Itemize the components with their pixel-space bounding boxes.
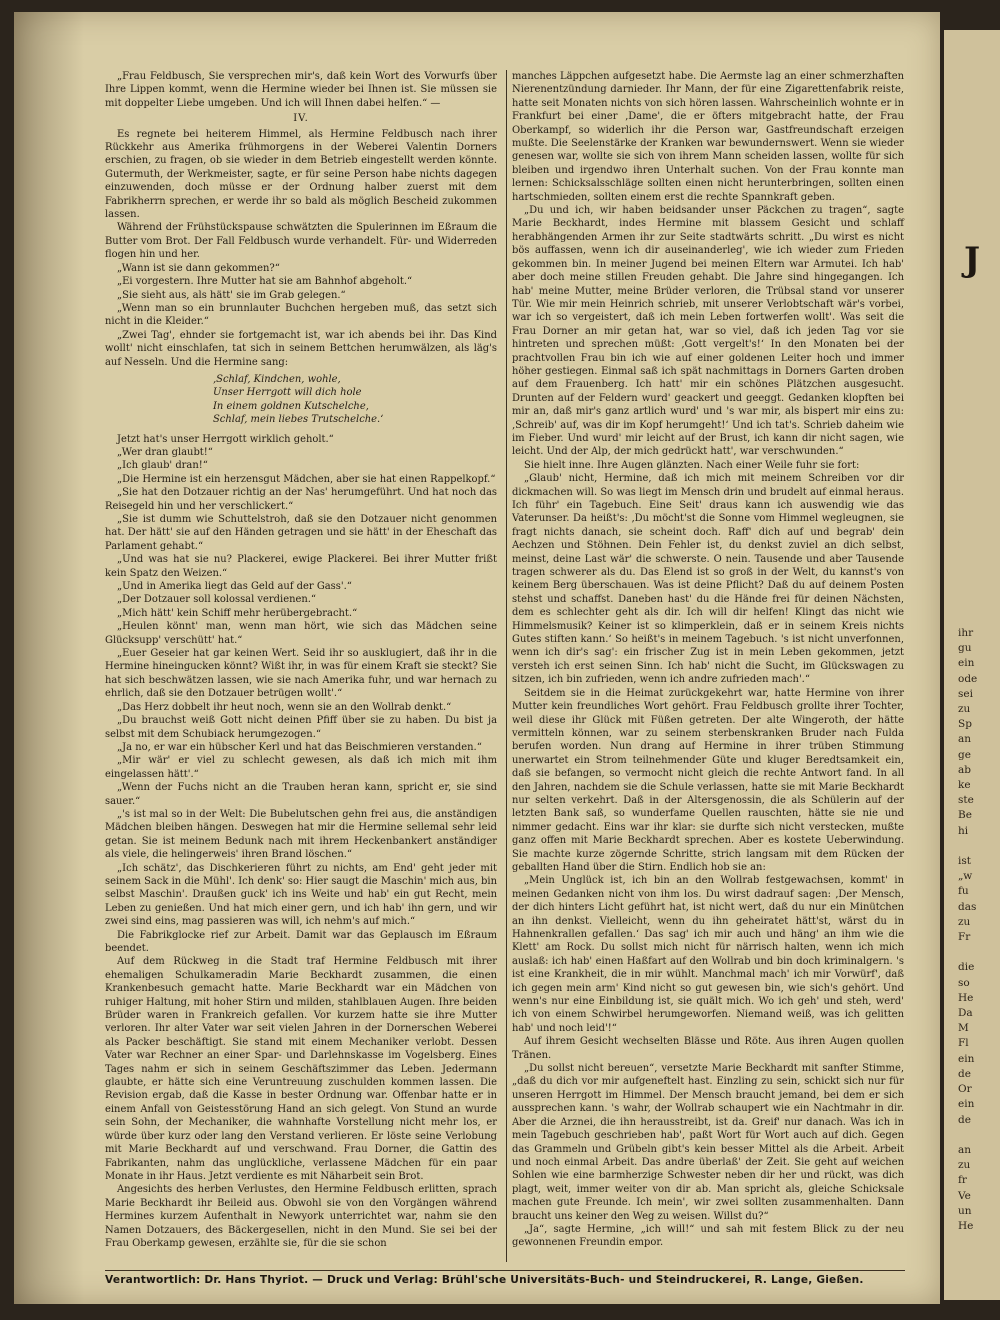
adjacent-text-fragment: ist [958,855,971,868]
left-column [105,70,497,1250]
paragraph: „Das Herz dobbelt ihr heut noch, wenn sie an den Wollrab denkt.“ [117,701,452,713]
adjacent-text-fragment: He [958,991,974,1004]
adjacent-text-fragment: ab [958,763,971,776]
adjacent-page-text-fragments [944,626,977,1234]
adjacent-text-fragment: de [958,1067,971,1080]
lullaby-verse [105,373,497,427]
chapter-heading: IV. [293,113,309,125]
adjacent-text-fragment: fu [958,885,969,898]
adjacent-page-heading-fragment: J [964,240,981,280]
column-divider [506,70,507,1262]
verse-line: Schlaf, mein liebes Trutschelche.‘ [213,414,384,426]
paragraph: „Euer Geseier hat gar keinen Wert. Seid ihr so ausklugiert, daß ihr in die Hermine hineingucken könnt? Wißt ihr, in was für einem Kraft sie steckt? Sie hat sich beschwätzen lassen, wie sie nach Amerika fuhr, und war hernach zu ehrlich, daß sie den Dotzauer betrügen wollt'.“ [105,648,497,700]
adjacent-text-fragment: He [958,1219,974,1232]
adjacent-text-fragment: Sp [958,718,972,731]
adjacent-text-fragment: zu [958,703,971,716]
paragraph: „Frau Feldbusch, Sie versprechen mir's, daß kein Wort des Vorwurfs über Ihre Lippen kommt, wenn die Hermine wieder bei Ihnen ist. Sie müssen sie mit doppelter Liebe umgeben. Und ich will Ihnen dabei helfen.“ — [105,71,497,109]
paragraph: „Sie sieht aus, als hätt' sie im Grab gelegen.“ [117,289,346,301]
adjacent-text-fragment: Or [958,1083,972,1096]
adjacent-text-fragment: hi [958,824,969,837]
adjacent-text-fragment: Da [958,1007,973,1020]
paragraph: Jetzt hat's unser Herrgott wirklich geholt.“ [117,433,334,445]
adjacent-text-fragment: „w [958,870,973,883]
adjacent-text-fragment: an [958,1143,972,1156]
paragraph: „Und was hat sie nu? Plackerei, ewige Plackerei. Bei ihrer Mutter frißt kein Spatz den Weizen.“ [105,554,497,579]
binding-shadow [14,12,84,1304]
paragraph: „Der Dotzauer soll kolossal verdienen.“ [117,594,317,606]
right-column [512,70,904,1250]
adjacent-text-fragment [944,839,977,854]
paragraph: „Ei vorgestern. Ihre Mutter hat sie am Bahnhof abgeholt.“ [117,276,413,288]
adjacent-text-fragment: M [958,1022,969,1035]
paragraph: Auf ihrem Gesicht wechselten Blässe und Röte. Aus ihren Augen quollen Tränen. [512,1036,904,1061]
adjacent-text-fragment [944,945,977,960]
paragraph: „Wenn man so ein brunnlauter Buchchen hergeben muß, das setzt sich nicht in die Kleider.“ [105,302,497,328]
paragraph: „Ich glaub' dran!“ [117,460,208,472]
paragraph: Es regnete bei heiterem Himmel, als Hermine Feldbusch nach ihrer Rückkehr aus Amerika frühmorgens in der Weberei Valentin Dorners erschien, zu fragen, ob sie wieder in dem Betrieb eingestellt werden könnte. Gutermuth, der Werkmeister, sagte, er für seine Person habe nichts dagegen einzuwenden, doch müsse er der Ordnung halber zuerst mit dem Fabrikherrn sprechen, er werde ihr so bald als möglich Bescheid zukommen lassen. [105,128,497,221]
paragraph: „Du brauchst weiß Gott nicht deinen Pfiff über sie zu haben. Du bist ja selbst mit dem Schubiack herumgezogen.“ [105,715,497,740]
adjacent-text-fragment: ke [958,779,971,792]
paragraph: Seitdem sie in die Heimat zurückgekehrt war, hatte Hermine von ihrer Mutter kein freundliches Wort gehört. Frau Feldbusch grollte ihrer Tochter, weil diese ihr Glück mit Füßen getreten. Der alte Wingeroth, der hätte vermitteln können, war zu seinem sterbenskranken Bruder nach Fulda berufen worden. Nun drang auf Hermine in ihrer trüben Stimmung unerwartet ein Strom teilnehmender Güte und kluger Beredtsamkeit ein, daß sie befangen, so vermocht nicht gleich die rechte Antwort fand. In all den Jahren, nachdem sie die Schule verlassen, hatte sie mit Marie Beckhardt nur selten verkehrt. Daß in der Altersgenossin, die als Schülerin auf der letzten Bank saß, so wunderfame Quellen rauschten, hätte sie nie und nimmer gedacht. Eins war ihr klar: sie durfte sich nicht verstecken, mußte ganz offen mit Marie Beckhardt sprechen. Aber es kostete Ueberwindung. Sie machte kurze zögernde Schritte, strich langsam mit dem Rücken der geballten Hand über die Stirn. Endlich hob sie an: [512,687,904,873]
paragraph: Die Fabrikglocke rief zur Arbeit. Damit war das Geplausch im Eßraum beendet. [105,929,497,954]
paragraph: „Ich schätz', das Dischkerieren führt zu nichts, am End' geht jeder mit seinem Sack in die Mühl'. Ich denk' so: Hier saugt die Maschin' mich aus, bin selbst Maschin'. Draußen guck' ich ins Weite und hab' ein gut Recht, mein Leben zu genießen. Und hat mich einer gern, und ich hab' ihn gern, und wir zwei sind eins, mag passieren was will, ich nehm's auf mich.“ [105,862,497,928]
adjacent-text-fragment: ge [958,748,971,761]
adjacent-text-fragment: zu [958,915,971,928]
paragraph: Sie hielt inne. Ihre Augen glänzten. Nach einer Weile fuhr sie fort: [524,459,860,471]
verse-line: Unser Herrgott will dich hole [213,387,362,399]
adjacent-text-fragment: das [958,900,977,913]
adjacent-text-fragment: un [958,1204,972,1217]
adjacent-text-fragment: de [958,1113,971,1126]
adjacent-text-fragment: ein [958,1098,975,1111]
paragraph: „Wer dran glaubt!“ [117,446,213,458]
adjacent-text-fragment: Ve [958,1189,971,1202]
adjacent-text-fragment: Fr [958,931,971,944]
footer-rule [105,1270,905,1271]
adjacent-text-fragment: fr [958,1174,967,1187]
paragraph: Während der Frühstückspause schwätzten die Spulerinnen im Eßraum die Butter vom Brot. Der Fall Feldbusch wurde verhandelt. Für- und Widerreden flogen hin und her. [105,222,497,261]
verse-line: ‚Schlaf, Kindchen, wohle, [213,373,341,385]
adjacent-text-fragment: zu [958,1159,971,1172]
adjacent-text-fragment: ste [958,794,974,807]
paragraph: „Und in Amerika liegt das Geld auf der Gass'.“ [117,581,352,593]
paragraph: „'s ist mal so in der Welt: Die Bubelutschen gehn frei aus, die anständigen Mädchen bleiben hängen. Deswegen hat mir die Hermine sellemal sehr leid getan. Sie ist meinem Bedunk nach mit ihrem Heckenbankert anständiger als viele, die helingerweis' ihren Brand löschen.“ [105,808,497,861]
adjacent-text-fragment: Fl [958,1037,969,1050]
paragraph: Angesichts des herben Verlustes, den Hermine Feldbusch erlitten, sprach Marie Beckhardt ihr Beileid aus. Obwohl sie von den Vorgängen während Hermines kurzem Aufenthalt in Newyork unterrichtet war, nahm sie den Namen Dotzauers, des Bäckergesellen, nicht in den Mund. Sie sei bei der Frau Oberkamp gewesen, erzählte sie, für die sie schon [105,1184,497,1249]
imprint-footer: Verantwortlich: Dr. Hans Thyriot. — Druck und Verlag: Brühl'sche Universitäts-Buch- und Steindruckerei, R. Lange, Gießen. [105,1274,864,1286]
adjacent-text-fragment: ihr [958,627,974,639]
paragraph: manches Läppchen aufgesetzt habe. Die Aermste lag an einer schmerzhaften Nierenentzündung darnieder. Ihr Mann, der für eine Zigarettenfabrik reiste, hatte seit Monaten nichts von sich hören lassen. Wahrscheinlich wohnte er in Frankfurt bei einer ‚Dame', die er öfters mitgebracht hatte, der Frau Oberkampf, so widerlich ihr die Person war, Gastfreundschaft erzeigen mußte. Die Seelenstärke der Kranken war bewundernswert. Wenn sie wieder genesen war, wollte sie sich von ihrem Mann scheiden lassen, wollte für sich bleiben und irgendwo ihren Unterhalt suchen. Von der Frau konnte man lernen: Schicksalsschläge sollten einen nicht herunterbringen, sollten einen hartschmieden, sollten einem erst die rechte Spannkraft geben. [512,71,904,203]
paragraph: „Ja no, er war ein hübscher Kerl und hat das Beischmieren verstanden.“ [117,741,482,753]
paragraph: „Mich hätt' kein Schiff mehr herübergebracht.“ [117,607,358,619]
adjacent-page-edge [944,30,1000,1300]
adjacent-text-fragment: sei [958,687,973,700]
paragraph: „Du und ich, wir haben beidsander unser Päckchen zu tragen“, sagte Marie Beckhardt, indes Hermine mit blassem Gesicht und schlaff herabhängenden Armen ihr zur Seite stadtwärts schritt. „Du wirst es nicht bös auffassen, wenn ich dir auseinanderleg', wie ich wieder zum Frieden gekommen bin. In meiner Jugend bei meinen Eltern war Armutei. Ich hab' aber doch meine stillen Freuden gehabt. Die Jahre sind hingegangen. Ich hab' meine Mutter, meine Brüder verloren, die Trübsal stand vor unserer Tür. Wie mir mein Heinrich schrieb, mit unserer Verlobtschaft wär's vorbei, war ich so vergeistert, daß ich mein Leben fortwerfen wollt'. Was seit die Frau Dorner an mir getan hat, war so viel, daß ich jeden Tag vor sie hintreten und sprechen müßt: ‚Gott vergelt's!‘ In den Monaten bei der prachtvollen Frau bin ich wie auf einer goldenen Leiter hoch und immer höher gestiegen. Einmal saß ich spät nachmittags in Dorners Garten droben auf dem Frauenberg. Ich hatt' mir ein schönes Plätzchen ausgesucht. Drunten auf der Feldern wurd' geackert und geeggt. Gedanken klopften bei mir an, daß mir's ganz artlich wurd' und 's war mir, als bispert mir eins zu: ‚Schreib' auf, was dir im Kopf herumgeht!‘ Und ich tat's. Schrieb daheim wie im Fieber. Und wurd' mir leicht auf der Brust, ich kann dir nicht sagen, wie leicht. Und der Alp, der mich gedrückt hatt', war verschwunden.“ [512,205,904,458]
paragraph: „Zwei Tag', ehnder sie fortgemacht ist, war ich abends bei ihr. Das Kind wollt' nicht einschlafen, tat sich in seinem Bettchen herumwälzen, als läg's auf Nesseln. Und die Hermine sang: [105,329,497,368]
paragraph: „Wann ist sie dann gekommen?“ [117,262,280,274]
paragraph: „Du sollst nicht bereuen“, versetzte Marie Beckhardt mit sanfter Stimme, „daß du dich vor mir aufgeneftelt hast. Einzling zu sein, schickt sich nur für unseren Herrgott im Himmel. Der Mensch braucht jemand, bei dem er sich aussprechen kann. 's wahr, der Wollrab schaupert wie ein Nachtmahr in dir. Aber die Arznei, die ihn herausstreibt, ist da. Greif' nur danach. Was ich in mein Tagebuch geschrieben hab', paßt Wort für Wort auch auf dich. Gegen das Grammeln und Grübeln gibt's kein besser Mittel als die Arbeit. Arbeit und noch einmal Arbeit. Das andre überlaß' der Zeit. Sie geht auf weichen Sohlen wie eine barmherzige Schwester neben dir her und rückt, was dich plagt, weit, immer weiter von dir ab. Man spricht als, gleiche Schicksale machen gute Freunde. Ich mein', wir zwei sollten zusammenhalten. Dann braucht uns keiner den Weg zu weisen. Willst du?“ [512,1063,904,1222]
paragraph: „Mein Unglück ist, ich bin an den Wollrab festgewachsen, kommt' in meinen Gedanken nicht von ihm los. Du wirst dadrauf sagen: ‚Der Mensch, der dich hinters Licht geführt hat, ist nicht wert, daß du nur ein Minütchen an ihn denkst. Vielleicht, wenn du ihn geheiratet hätt'st, wärst du in Hahnenkrallen gefallen.‘ Das sag' ich mir auch und häng' an ihm wie die Klett' am Rock. Du sollst mich nicht für närrisch halten, wenn ich mich auslaß: ich hab' einen Haßfart auf den Wollrab und bin doch kriminalgern. 's ist eine Krankheit, die in mir wühlt. Manchmal mach' ich mir Vorwürf', daß ich gegen mein arm' Kind nicht so gut gewesen bin, wie sich's gehört. Und wenn's nur eine Einbildung ist, sie quält mich. Wo ich geh' und steh, werd' ich von einem Schwirbel herumgeworfen. Niemand weiß, was ich gelitten hab' und noch leid'!“ [512,875,904,1034]
adjacent-text-fragment: ode [958,672,978,685]
adjacent-text-fragment: ein [958,1052,975,1065]
paragraph: „Heulen könnt' man, wenn man hört, wie sich das Mädchen seine Glücksupp' verschütt' hat.“ [105,621,497,646]
paragraph: „Wenn der Fuchs nicht an die Trauben heran kann, spricht er, sie sind sauer.“ [105,782,497,807]
paragraph: „Glaub' nicht, Hermine, daß ich mich mit meinem Schreiben vor dir dickmachen will. So was liegt im Mensch drin und brudelt auf einmal heraus. Ich führ' ein Tagebuch. Eine Seit' draus kann ich auswendig wie das Vaterunser. Da heißt's: ‚Du möcht'st die Sonne vom Himmel wegleugnen, sie fragt nichts danach, sie scheint doch. Raff' dich auf und begrab' dein Aechzen und Stöhnen. Dein Fehler ist, du denkst zuviel an dich selbst, meinst, deine Last wär' die schwerste. O nein. Tausende und aber Tausende tragen schwerer als du. Das Elend ist so groß in der Welt, du kannst's von keinem Berg überschauen. Was ist deine Pflicht? Daß du auf deinem Posten stehst und schaffst. Daneben hast' du die Hände frei für deinen Nächsten, dem es schlechter geht als dir. Ich will dir helfen! Klingt das nicht wie Himmelsmusik? Keiner ist so klimperklein, daß er in seinem Kreis nichts Gutes stiften kann.‘ So heißt's in meinem Tagebuch. 's ist nicht unverfonnen, wenn ich dir's sag': ein frischer Zug ist in mein Leben gekommen, jetzt versteh ich erst seinen Sinn. Ich hab' nicht die Sucht, im Glückswagen zu sitzen, ich bin zufrieden, wenn ich andre zufrieden mach'.“ [512,473,904,686]
adjacent-text-fragment: so [958,976,970,989]
paragraph: „Die Hermine ist ein herzensgut Mädchen, aber sie hat einen Rappelkopf.“ [117,473,496,485]
paragraph: Auf dem Rückweg in die Stadt traf Hermine Feldbusch mit ihrer ehemaligen Schulkameradin Marie Beckhardt zusammen, die einen Krankenbesuch gemacht hatte. Marie Beckhardt war ein Mädchen von ruhiger Haltung, mit hoher Stirn und milden, stahlblauen Augen. Ihre beiden Brüder waren in Frankreich gefallen. Vor kurzem hatte sie ihre Mutter verloren. Ihr alter Vater war seit vielen Jahren in der Dornerschen Weberei als Packer beschäftigt. Sie stand mit einem Mechaniker verlobt. Dessen Vater war Rechner an einer Spar- und Darlehnskasse im Vogelsberg. Eines Tages nahm er sich in seinem Geschäftszimmer das Leben. Jedermann glaubte, er hätte sich eine Veruntreuung zuschulden kommen lassen. Die Revision ergab, daß die Kasse in bester Ordnung war. Offenbar hatte er in einem Anfall von Geistesstörung Hand an sich gelegt. Von Stund an wurde sein Sohn, der Mechaniker, die wahnhafte Vorstellung nicht mehr los, er würde über kurz oder lang den Verstand verlieren. Er löste seine Verlobung mit Marie Beckhardt auf und verschwand. Frau Dorner, die Gattin des Fabrikanten, nahm das unglückliche, verlassene Mädchen für ein paar Monate in ihr Haus. Jetzt verdiente es mit Näharbeit sein Brot. [105,956,497,1182]
paragraph: „Sie hat den Dotzauer richtig an der Nas' herumgeführt. Und hat noch das Reisegeld hin und her verschlickert.“ [105,487,497,512]
verse-line: In einem goldnen Kutschelche, [213,400,369,412]
paragraph: „Ja“, sagte Hermine, „ich will!“ und sah mit festem Blick zu der neu gewonnenen Freundin empor. [512,1223,904,1249]
adjacent-text-fragment: ein [958,657,975,670]
adjacent-text-fragment [944,1128,977,1143]
adjacent-text-fragment: die [958,961,975,974]
adjacent-text-fragment: gu [958,642,972,655]
paragraph: „Sie ist dumm wie Schuttelstroh, daß sie den Dotzauer nicht genommen hat. Der hätt' sie auf den Händen getragen und sie hätt' in der Eheschaft das Parlament gehabt.“ [105,514,497,552]
adjacent-text-fragment: Be [958,809,972,822]
adjacent-text-fragment: an [958,733,972,746]
paragraph: „Mir wär' er viel zu schlecht gewesen, als daß ich mich mit ihm eingelassen hätt'.“ [105,755,497,780]
